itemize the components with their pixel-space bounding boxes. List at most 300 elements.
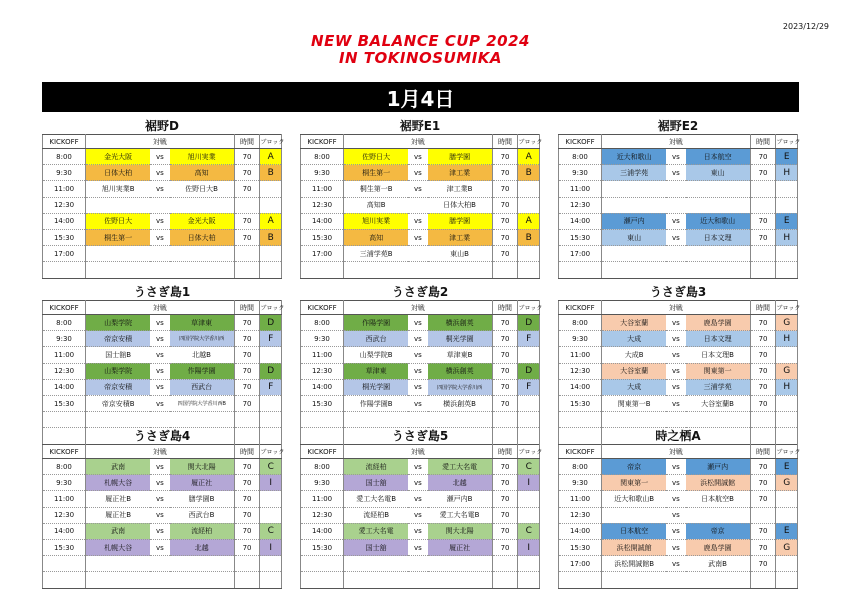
block-label: H bbox=[776, 331, 798, 347]
away-team: 津工業B bbox=[428, 181, 493, 197]
block-label: A bbox=[518, 213, 540, 229]
home-team: 旭川実業B bbox=[86, 181, 151, 197]
kickoff-header: KICKOFF bbox=[301, 135, 344, 149]
block-label bbox=[776, 507, 798, 523]
kickoff-time: 9:30 bbox=[559, 165, 602, 181]
kickoff-header: KICKOFF bbox=[559, 135, 602, 149]
match-length bbox=[492, 572, 518, 588]
vs-label bbox=[666, 246, 685, 262]
match-row bbox=[559, 149, 798, 165]
block-label bbox=[260, 556, 282, 572]
block-label: F bbox=[518, 379, 540, 395]
match-row bbox=[301, 459, 540, 475]
kickoff-time: 15:30 bbox=[43, 539, 86, 555]
block-header: ブロック bbox=[260, 135, 282, 149]
away-team: 鹿島学園 bbox=[686, 315, 751, 331]
block-label: G bbox=[776, 363, 798, 379]
block-header: ブロック bbox=[776, 301, 798, 315]
match-row bbox=[301, 475, 540, 491]
block-label bbox=[776, 412, 798, 428]
home-team bbox=[86, 556, 151, 572]
away-team: 東山B bbox=[428, 246, 493, 262]
match-row bbox=[43, 491, 282, 507]
vs-label bbox=[408, 556, 427, 572]
match-row bbox=[43, 197, 282, 213]
match-length: 70 bbox=[492, 213, 518, 229]
block-label bbox=[260, 412, 282, 428]
match-length bbox=[750, 507, 776, 523]
block-label: D bbox=[518, 363, 540, 379]
kickoff-header: KICKOFF bbox=[43, 135, 86, 149]
kickoff-time: 8:00 bbox=[559, 149, 602, 165]
kickoff-time: 12:30 bbox=[559, 507, 602, 523]
match-row bbox=[559, 523, 798, 539]
match-length: 70 bbox=[750, 523, 776, 539]
match-row bbox=[43, 149, 282, 165]
match-row bbox=[559, 315, 798, 331]
vs-label: vs bbox=[408, 315, 427, 331]
match-length bbox=[750, 262, 776, 278]
kickoff-time: 12:30 bbox=[43, 507, 86, 523]
match-row bbox=[43, 556, 282, 572]
match-row bbox=[559, 412, 798, 428]
match-length: 70 bbox=[750, 459, 776, 475]
block-label bbox=[518, 412, 540, 428]
home-team: 流経柏 bbox=[344, 459, 409, 475]
block-label bbox=[518, 347, 540, 363]
vs-label bbox=[150, 412, 169, 428]
block-label: B bbox=[260, 165, 282, 181]
vs-label: vs bbox=[150, 229, 169, 245]
vs-label: vs bbox=[408, 347, 427, 363]
schedule-panel bbox=[300, 284, 543, 445]
vs-label: vs bbox=[150, 475, 169, 491]
header-row bbox=[43, 301, 282, 315]
venue-title: 時之栖A bbox=[655, 429, 701, 443]
home-team: 履正社B bbox=[86, 507, 151, 523]
match-length: 70 bbox=[492, 331, 518, 347]
home-team bbox=[602, 507, 667, 523]
block-label bbox=[776, 556, 798, 572]
match-length bbox=[234, 572, 260, 588]
match-header: 対戦 bbox=[602, 301, 751, 315]
home-team bbox=[86, 262, 151, 278]
match-row bbox=[43, 539, 282, 555]
away-team: 佐野日大B bbox=[170, 181, 235, 197]
match-length: 70 bbox=[492, 379, 518, 395]
match-length: 70 bbox=[750, 331, 776, 347]
tournament-title: NEW BALANCE CUP 2024 bbox=[311, 32, 530, 50]
away-team: 津工業 bbox=[428, 229, 493, 245]
kickoff-time bbox=[559, 262, 602, 278]
away-team: 作陽学園 bbox=[170, 363, 235, 379]
home-team bbox=[344, 572, 409, 588]
match-length: 70 bbox=[750, 165, 776, 181]
vs-label bbox=[408, 197, 427, 213]
away-team bbox=[428, 572, 493, 588]
vs-label: vs bbox=[150, 363, 169, 379]
kickoff-time: 14:00 bbox=[43, 379, 86, 395]
block-label: F bbox=[518, 331, 540, 347]
kickoff-time: 17:00 bbox=[301, 246, 344, 262]
kickoff-time: 11:00 bbox=[301, 491, 344, 507]
home-team bbox=[344, 412, 409, 428]
vs-label: vs bbox=[666, 213, 685, 229]
block-label: I bbox=[518, 539, 540, 555]
length-header: 時間 bbox=[234, 301, 260, 315]
away-team: 大谷室蘭B bbox=[686, 395, 751, 411]
home-team: 大谷室蘭 bbox=[602, 315, 667, 331]
match-row bbox=[559, 165, 798, 181]
kickoff-time: 8:00 bbox=[301, 459, 344, 475]
vs-label bbox=[150, 262, 169, 278]
home-team bbox=[602, 181, 667, 197]
away-team bbox=[170, 262, 235, 278]
away-team bbox=[686, 246, 751, 262]
kickoff-time: 9:30 bbox=[301, 331, 344, 347]
block-label: E bbox=[776, 213, 798, 229]
header-row bbox=[301, 445, 540, 459]
vs-label: vs bbox=[150, 491, 169, 507]
match-row bbox=[301, 523, 540, 539]
kickoff-time: 14:00 bbox=[301, 379, 344, 395]
kickoff-time: 9:30 bbox=[301, 165, 344, 181]
match-row bbox=[559, 181, 798, 197]
kickoff-time: 15:30 bbox=[559, 539, 602, 555]
match-row bbox=[43, 523, 282, 539]
block-header: ブロック bbox=[776, 135, 798, 149]
match-row bbox=[301, 213, 540, 229]
away-team: 帝京 bbox=[686, 523, 751, 539]
match-length bbox=[234, 197, 260, 213]
block-label: A bbox=[518, 149, 540, 165]
kickoff-time: 8:00 bbox=[559, 315, 602, 331]
home-team: 日体大柏 bbox=[86, 165, 151, 181]
match-row bbox=[559, 572, 798, 588]
vs-label: vs bbox=[408, 523, 427, 539]
home-team: 旭川実業 bbox=[344, 213, 409, 229]
block-label bbox=[260, 507, 282, 523]
match-row bbox=[43, 395, 282, 411]
kickoff-time: 14:00 bbox=[301, 213, 344, 229]
match-row bbox=[301, 347, 540, 363]
header-row bbox=[301, 301, 540, 315]
match-length: 70 bbox=[492, 229, 518, 245]
kickoff-time: 11:00 bbox=[43, 181, 86, 197]
home-team bbox=[86, 197, 151, 213]
kickoff-time: 14:00 bbox=[43, 213, 86, 229]
match-row bbox=[559, 197, 798, 213]
away-team: 浜松開誠館 bbox=[686, 475, 751, 491]
kickoff-time: 11:00 bbox=[559, 347, 602, 363]
schedule-table bbox=[558, 444, 801, 589]
kickoff-time: 17:00 bbox=[43, 246, 86, 262]
away-team: 横浜創英 bbox=[428, 315, 493, 331]
header-row bbox=[559, 445, 798, 459]
vs-label: vs bbox=[408, 363, 427, 379]
vs-label bbox=[408, 412, 427, 428]
match-row bbox=[301, 395, 540, 411]
match-row bbox=[301, 246, 540, 262]
match-length: 70 bbox=[750, 491, 776, 507]
schedule-panel bbox=[558, 284, 801, 445]
home-team bbox=[602, 262, 667, 278]
home-team: 札幌大谷 bbox=[86, 475, 151, 491]
block-label: C bbox=[518, 459, 540, 475]
match-length bbox=[492, 412, 518, 428]
home-team: 高知 bbox=[344, 229, 409, 245]
kickoff-time: 15:30 bbox=[559, 229, 602, 245]
away-team bbox=[686, 197, 751, 213]
vs-label bbox=[150, 572, 169, 588]
vs-label bbox=[150, 197, 169, 213]
match-length bbox=[750, 572, 776, 588]
kickoff-time: 12:30 bbox=[559, 197, 602, 213]
home-team: 桐生第一 bbox=[344, 165, 409, 181]
away-team bbox=[170, 197, 235, 213]
block-label: F bbox=[260, 331, 282, 347]
match-row bbox=[43, 246, 282, 262]
vs-label: vs bbox=[666, 539, 685, 555]
vs-label: vs bbox=[150, 459, 169, 475]
schedule-table bbox=[300, 134, 543, 279]
match-length bbox=[234, 262, 260, 278]
block-label bbox=[518, 395, 540, 411]
vs-label: vs bbox=[666, 363, 685, 379]
block-label: G bbox=[776, 315, 798, 331]
match-length bbox=[492, 262, 518, 278]
vs-label: vs bbox=[666, 165, 685, 181]
kickoff-time bbox=[43, 412, 86, 428]
match-length: 70 bbox=[492, 315, 518, 331]
block-label: D bbox=[518, 315, 540, 331]
venue-title: うさぎ島3 bbox=[649, 285, 707, 299]
length-header: 時間 bbox=[750, 135, 776, 149]
away-team bbox=[170, 412, 235, 428]
away-team: 日本文理 bbox=[686, 229, 751, 245]
kickoff-time: 14:00 bbox=[43, 523, 86, 539]
match-length: 70 bbox=[492, 491, 518, 507]
away-team: 愛工大名電B bbox=[428, 507, 493, 523]
match-length: 70 bbox=[492, 197, 518, 213]
match-length: 70 bbox=[492, 475, 518, 491]
vs-label: vs bbox=[408, 475, 427, 491]
away-team bbox=[428, 262, 493, 278]
venue-title: うさぎ島4 bbox=[133, 429, 191, 443]
match-row bbox=[559, 347, 798, 363]
kickoff-time bbox=[301, 556, 344, 572]
away-team: 東山 bbox=[686, 165, 751, 181]
vs-label bbox=[666, 572, 685, 588]
match-length: 70 bbox=[492, 539, 518, 555]
kickoff-time: 9:30 bbox=[559, 475, 602, 491]
match-row bbox=[301, 412, 540, 428]
kickoff-time: 11:00 bbox=[301, 347, 344, 363]
kickoff-time bbox=[559, 412, 602, 428]
away-team bbox=[686, 572, 751, 588]
match-length bbox=[234, 246, 260, 262]
home-team: 帝京安積B bbox=[86, 395, 151, 411]
block-label bbox=[518, 246, 540, 262]
away-team bbox=[428, 412, 493, 428]
kickoff-time: 9:30 bbox=[559, 331, 602, 347]
venue-title: 裾野E2 bbox=[657, 119, 699, 133]
home-team: 関東第一 bbox=[602, 475, 667, 491]
match-row bbox=[559, 475, 798, 491]
schedule-table bbox=[42, 134, 285, 279]
block-label: C bbox=[260, 459, 282, 475]
length-header: 時間 bbox=[750, 445, 776, 459]
away-team: 日本航空B bbox=[686, 491, 751, 507]
match-row bbox=[559, 459, 798, 475]
block-label: G bbox=[776, 539, 798, 555]
kickoff-header: KICKOFF bbox=[43, 445, 86, 459]
match-row bbox=[43, 262, 282, 278]
match-length: 70 bbox=[492, 181, 518, 197]
match-header: 対戦 bbox=[344, 445, 493, 459]
away-team bbox=[170, 246, 235, 262]
home-team: 武南 bbox=[86, 523, 151, 539]
vs-label: vs bbox=[666, 229, 685, 245]
away-team: 西武台B bbox=[170, 507, 235, 523]
length-header: 時間 bbox=[750, 301, 776, 315]
match-length: 70 bbox=[234, 181, 260, 197]
match-length: 70 bbox=[492, 523, 518, 539]
away-team bbox=[170, 556, 235, 572]
block-label: A bbox=[260, 149, 282, 165]
block-label bbox=[260, 491, 282, 507]
block-label: H bbox=[776, 165, 798, 181]
away-team bbox=[170, 572, 235, 588]
match-row bbox=[43, 315, 282, 331]
block-header: ブロック bbox=[518, 445, 540, 459]
vs-label: vs bbox=[150, 331, 169, 347]
kickoff-time: 15:30 bbox=[301, 229, 344, 245]
block-label: G bbox=[776, 475, 798, 491]
kickoff-time: 15:30 bbox=[43, 395, 86, 411]
match-length: 70 bbox=[234, 459, 260, 475]
away-team: 瀬戸内B bbox=[428, 491, 493, 507]
block-label: H bbox=[776, 379, 798, 395]
match-row bbox=[301, 491, 540, 507]
away-team: 金光大阪 bbox=[170, 213, 235, 229]
vs-label: vs bbox=[408, 395, 427, 411]
vs-label: vs bbox=[150, 379, 169, 395]
match-length: 70 bbox=[234, 363, 260, 379]
match-row bbox=[43, 363, 282, 379]
kickoff-time: 12:30 bbox=[559, 363, 602, 379]
block-label bbox=[518, 556, 540, 572]
home-team: 帝京安積 bbox=[86, 379, 151, 395]
day-banner bbox=[42, 82, 799, 112]
vs-label: vs bbox=[408, 491, 427, 507]
schedule-panel bbox=[42, 428, 285, 589]
match-length: 70 bbox=[750, 395, 776, 411]
block-label: B bbox=[260, 229, 282, 245]
match-length: 70 bbox=[234, 395, 260, 411]
block-label: H bbox=[776, 229, 798, 245]
away-team: 膳学園 bbox=[428, 213, 493, 229]
kickoff-time: 14:00 bbox=[559, 213, 602, 229]
vs-label: vs bbox=[150, 395, 169, 411]
venue-title: うさぎ島2 bbox=[391, 285, 449, 299]
match-row bbox=[43, 507, 282, 523]
kickoff-time bbox=[43, 572, 86, 588]
home-team: 三浦学苑B bbox=[344, 246, 409, 262]
away-team: 日本航空 bbox=[686, 149, 751, 165]
match-row bbox=[43, 165, 282, 181]
vs-label: vs bbox=[666, 475, 685, 491]
home-team bbox=[602, 572, 667, 588]
home-team: 武南 bbox=[86, 459, 151, 475]
vs-label: vs bbox=[150, 181, 169, 197]
match-length bbox=[234, 412, 260, 428]
kickoff-time: 14:00 bbox=[559, 379, 602, 395]
home-team: 愛工大名電B bbox=[344, 491, 409, 507]
match-length: 70 bbox=[234, 315, 260, 331]
vs-label: vs bbox=[666, 347, 685, 363]
away-team: 桐光学園 bbox=[428, 331, 493, 347]
away-team: 日体大柏 bbox=[170, 229, 235, 245]
home-team: 大成 bbox=[602, 379, 667, 395]
match-row bbox=[559, 229, 798, 245]
match-length: 70 bbox=[750, 315, 776, 331]
document-date: 2023/12/29 bbox=[782, 22, 829, 31]
vs-label bbox=[150, 246, 169, 262]
block-label: E bbox=[776, 523, 798, 539]
match-length: 70 bbox=[750, 556, 776, 572]
match-length: 70 bbox=[492, 347, 518, 363]
away-team: 履正社 bbox=[170, 475, 235, 491]
home-team bbox=[86, 412, 151, 428]
home-team: 瀬戸内 bbox=[602, 213, 667, 229]
match-row bbox=[301, 315, 540, 331]
match-length: 70 bbox=[234, 165, 260, 181]
venue-title: 裾野E1 bbox=[399, 119, 441, 133]
away-team: 北越 bbox=[170, 539, 235, 555]
block-label bbox=[518, 572, 540, 588]
vs-label: vs bbox=[150, 165, 169, 181]
match-row bbox=[301, 539, 540, 555]
vs-label bbox=[150, 556, 169, 572]
match-row bbox=[43, 213, 282, 229]
home-team: 山梨学院 bbox=[86, 315, 151, 331]
match-row bbox=[559, 363, 798, 379]
home-team: 国士舘 bbox=[344, 475, 409, 491]
match-length: 70 bbox=[234, 347, 260, 363]
block-label bbox=[260, 181, 282, 197]
match-row bbox=[43, 229, 282, 245]
match-row bbox=[43, 412, 282, 428]
vs-label: vs bbox=[408, 539, 427, 555]
match-row bbox=[301, 229, 540, 245]
away-team: 瀬戸内 bbox=[686, 459, 751, 475]
length-header: 時間 bbox=[234, 135, 260, 149]
match-header: 対戦 bbox=[86, 301, 235, 315]
vs-label: vs bbox=[150, 507, 169, 523]
vs-label: vs bbox=[150, 315, 169, 331]
away-team: 日本文理B bbox=[686, 347, 751, 363]
match-header: 対戦 bbox=[602, 135, 751, 149]
kickoff-time: 8:00 bbox=[301, 149, 344, 165]
away-team bbox=[686, 412, 751, 428]
block-header: ブロック bbox=[260, 445, 282, 459]
match-row bbox=[43, 379, 282, 395]
kickoff-time: 15:30 bbox=[43, 229, 86, 245]
match-length bbox=[750, 412, 776, 428]
match-length bbox=[234, 556, 260, 572]
home-team: 佐野日大 bbox=[86, 213, 151, 229]
